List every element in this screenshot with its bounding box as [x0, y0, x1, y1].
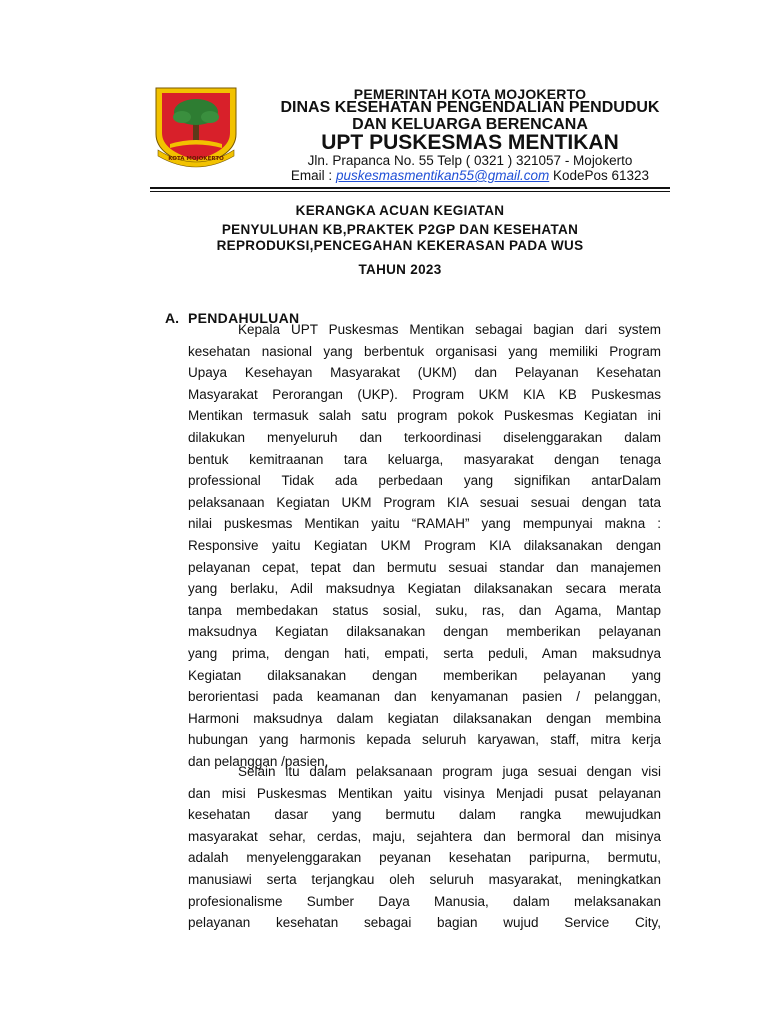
document-subtitle-line2: REPRODUKSI,PENCEGAHAN KEKERASAN PADA WUS	[216, 238, 584, 253]
letterhead-institution: UPT PUSKESMAS MENTIKAN	[321, 131, 619, 154]
text-line: Upaya Kesehayan Masyarakat (UKM) dan Pelayanan Kesehatan	[188, 365, 661, 381]
text-line: yang prima, dengan hati, empati, serta peduli, Aman maksudnya	[188, 645, 661, 661]
email-label: Email :	[290, 168, 336, 183]
letterhead-agency: DINAS KESEHATAN PENGENDALIAN PENDUDUK	[280, 99, 660, 116]
text-line: Kegiatan dilaksanakan dengan memberikan pelayanan yang	[188, 667, 661, 683]
text-line: adalah menyelenggarakan peyanan kesehatan paripurna, bermutu,	[188, 850, 661, 866]
document-year: TAHUN 2023	[358, 262, 442, 277]
document-title: KERANGKA ACUAN KEGIATAN	[295, 203, 505, 218]
text-line: berorientasi pada keamanan dan kenyamanan pasien / pelanggan,	[188, 689, 661, 705]
text-line: kesehatan nasional yang berbentuk organisasi yang memiliki Program	[188, 343, 661, 359]
text-line: professional Tidak ada perbedaan yang signifikan antarDalam	[188, 473, 661, 489]
text-line: Harmoni maksudnya dalam kegiatan dilaksanakan dengan membina	[188, 710, 661, 726]
text-line: pelaksanaan Kegiatan UKM Program KIA sesuai sesuai dengan tata	[188, 494, 661, 510]
text-line: bentuk kemitraanan tara keluarga, masyarakat dengan tenaga	[188, 451, 661, 467]
text-line: Responsive yaitu Kegiatan UKM Program KIA dilaksanakan dengan	[188, 537, 661, 553]
text-line: masyarakat sehar, cerdas, maju, sejahtera dan bermoral dan misinya	[188, 828, 661, 844]
postcode: KodePos 61323	[549, 168, 650, 183]
letterhead-rule-thin	[150, 191, 670, 192]
text-line: manusiawi serta terjangkau oleh seluruh masyarakat, meningkatkan	[188, 871, 661, 887]
text-line: Kepala UPT Puskesmas Mentikan sebagai bagian dari system	[238, 322, 661, 337]
svg-text:KOTA MOJOKERTO: KOTA MOJOKERTO	[168, 156, 224, 162]
text-line: maksudnya Kegiatan dilaksanakan dengan memberikan pelayanan	[188, 624, 661, 640]
text-line: dan pelanggan /pasien,	[188, 753, 329, 769]
text-line: Masyarakat Perorangan (UKP). Program UKM KIA KB Puskesmas	[188, 386, 661, 402]
text-line: yang berlaku, Adil maksudnya Kegiatan dilaksanakan secara merata	[188, 581, 661, 597]
letterhead-agency-cont: DAN KELUARGA BERENCANA	[352, 116, 588, 133]
text-line: hubungan yang harmonis kepada seluruh karyawan, staff, mitra kerja	[188, 732, 661, 748]
section-letter: A.	[165, 310, 179, 326]
text-line: pelayanan cepat, tepat dan bermutu sesuai standar dan manajemen	[188, 559, 661, 575]
paragraph-1	[188, 319, 661, 772]
letterhead-contact	[255, 168, 685, 183]
text-line: Mentikan termasuk salah satu program pokok Puskesmas Kegiatan ini	[188, 408, 661, 424]
text-line: nilai puskesmas Mentikan yaitu “RAMAH” yang mempunyai makna :	[188, 516, 661, 532]
letterhead-rule-thick	[150, 187, 670, 189]
text-line: kesehatan dasar yang bermutu dalam rangka mewujudkan	[188, 807, 661, 823]
text-line: dilakukan menyeluruh dan terkoordinasi diselenggarakan dalam	[188, 429, 661, 445]
text-line: dan misi Puskesmas Mentikan yaitu visinya Menjadi pusat pelayanan	[188, 785, 661, 801]
text-line: profesionalisme Sumber Daya Manusia, dalam melaksanakan	[188, 893, 661, 909]
text-line: pelayanan kesehatan sebagai bagian wujud Service City,	[188, 915, 661, 931]
text-line: Selain itu dalam pelaksanaan program juga sesuai dengan visi	[238, 764, 661, 779]
email-link[interactable]: puskesmasmentikan55@gmail.com	[335, 168, 550, 183]
kota-mojokerto-logo	[150, 84, 242, 170]
document-subtitle-line1: PENYULUHAN KB,PRAKTEK P2GP DAN KESEHATAN	[221, 222, 579, 237]
section-heading: PENDAHULUAN	[188, 310, 300, 326]
text-line: tanpa membedakan status sosial, suku, ras, dan Agama, Mantap	[188, 602, 661, 618]
letterhead-address: Jln. Prapanca No. 55 Telp ( 0321 ) 321057 - Mojokerto	[307, 153, 633, 168]
letterhead-government: PEMERINTAH KOTA MOJOKERTO	[353, 86, 587, 102]
paragraph-2	[188, 761, 661, 934]
